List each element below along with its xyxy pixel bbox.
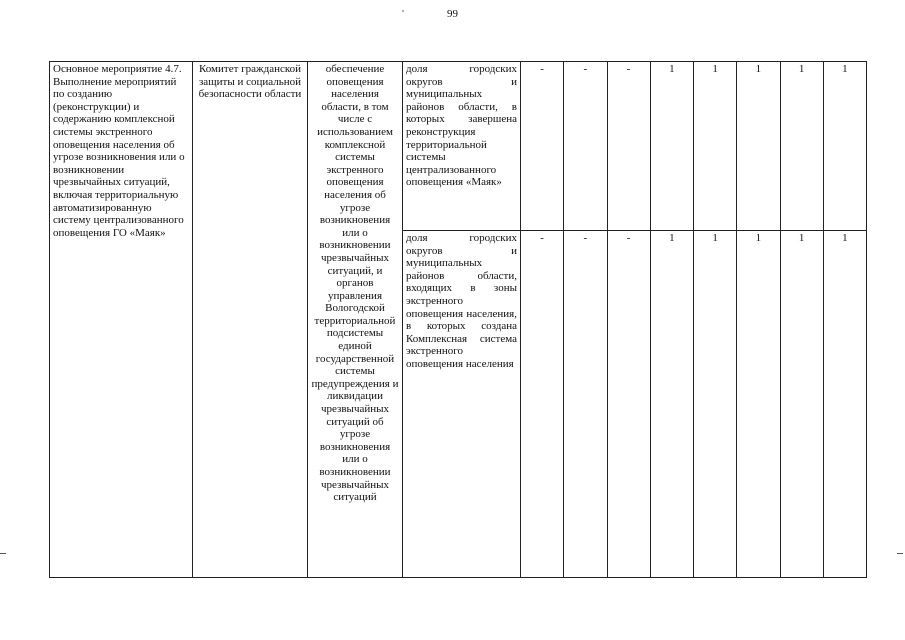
value-cell: -: [607, 62, 650, 231]
indicator-cell: [403, 231, 521, 578]
table-row: [50, 62, 867, 231]
indicator-text: доля городских округов и муниципальных районов области, в которых завершена реконструкция территориальной системы централизованного оповещения «Маяк»: [406, 63, 517, 189]
value-cell: 1: [650, 62, 693, 231]
value-cell: 1: [780, 231, 823, 578]
goal-text: обеспечение оповещения населения области, в том числе с использованием комплексной системы экстренного оповещения населения об угрозе возникновения или о возникновении чрезвычайных ситуаций, и органов управления Вологодской территориальной подсистемы единой государственной системы предупреждения и ликвидации чрезвычайных ситуаций об угрозе возникновения или о возникновении чрезвычайных ситуаций: [311, 63, 399, 504]
executor-text: Комитет гражданской защиты и социальной безопасности области: [198, 63, 302, 101]
value-cell: 1: [780, 62, 823, 231]
value-cell: 1: [694, 231, 737, 578]
value-cell: 1: [737, 231, 780, 578]
executor-cell: [193, 62, 308, 578]
indicator-cell: [403, 62, 521, 231]
margin-mark-left: [0, 553, 6, 554]
value-cell: 1: [650, 231, 693, 578]
indicator-text: доля городских округов и муниципальных районов области, входящих в зоны экстренного оповещения населения, в которых создана Комплексная система экстренного оповещения населения: [406, 232, 517, 370]
scan-dot: [402, 10, 404, 12]
value-cell: 1: [737, 62, 780, 231]
value-cell: 1: [823, 62, 866, 231]
main-event-text: Основное мероприятие 4.7. Выполнение мероприятий по созданию (реконструкции) и содержанию комплексной системы экстренного оповещения населения об угрозе возникновения или о возникновении чрезвычайных ситуаций, включая территориальную автоматизированную систему централизованного оповещения ГО «Маяк»: [53, 63, 185, 239]
main-event-cell: [50, 62, 193, 578]
program-table: [49, 61, 867, 578]
value-cell: -: [521, 231, 564, 578]
value-cell: -: [564, 62, 607, 231]
goal-cell: [308, 62, 403, 578]
page-number: 99: [447, 8, 458, 20]
value-cell: -: [607, 231, 650, 578]
value-cell: 1: [694, 62, 737, 231]
margin-mark-right: [897, 553, 903, 554]
value-cell: -: [521, 62, 564, 231]
value-cell: -: [564, 231, 607, 578]
value-cell: 1: [823, 231, 866, 578]
